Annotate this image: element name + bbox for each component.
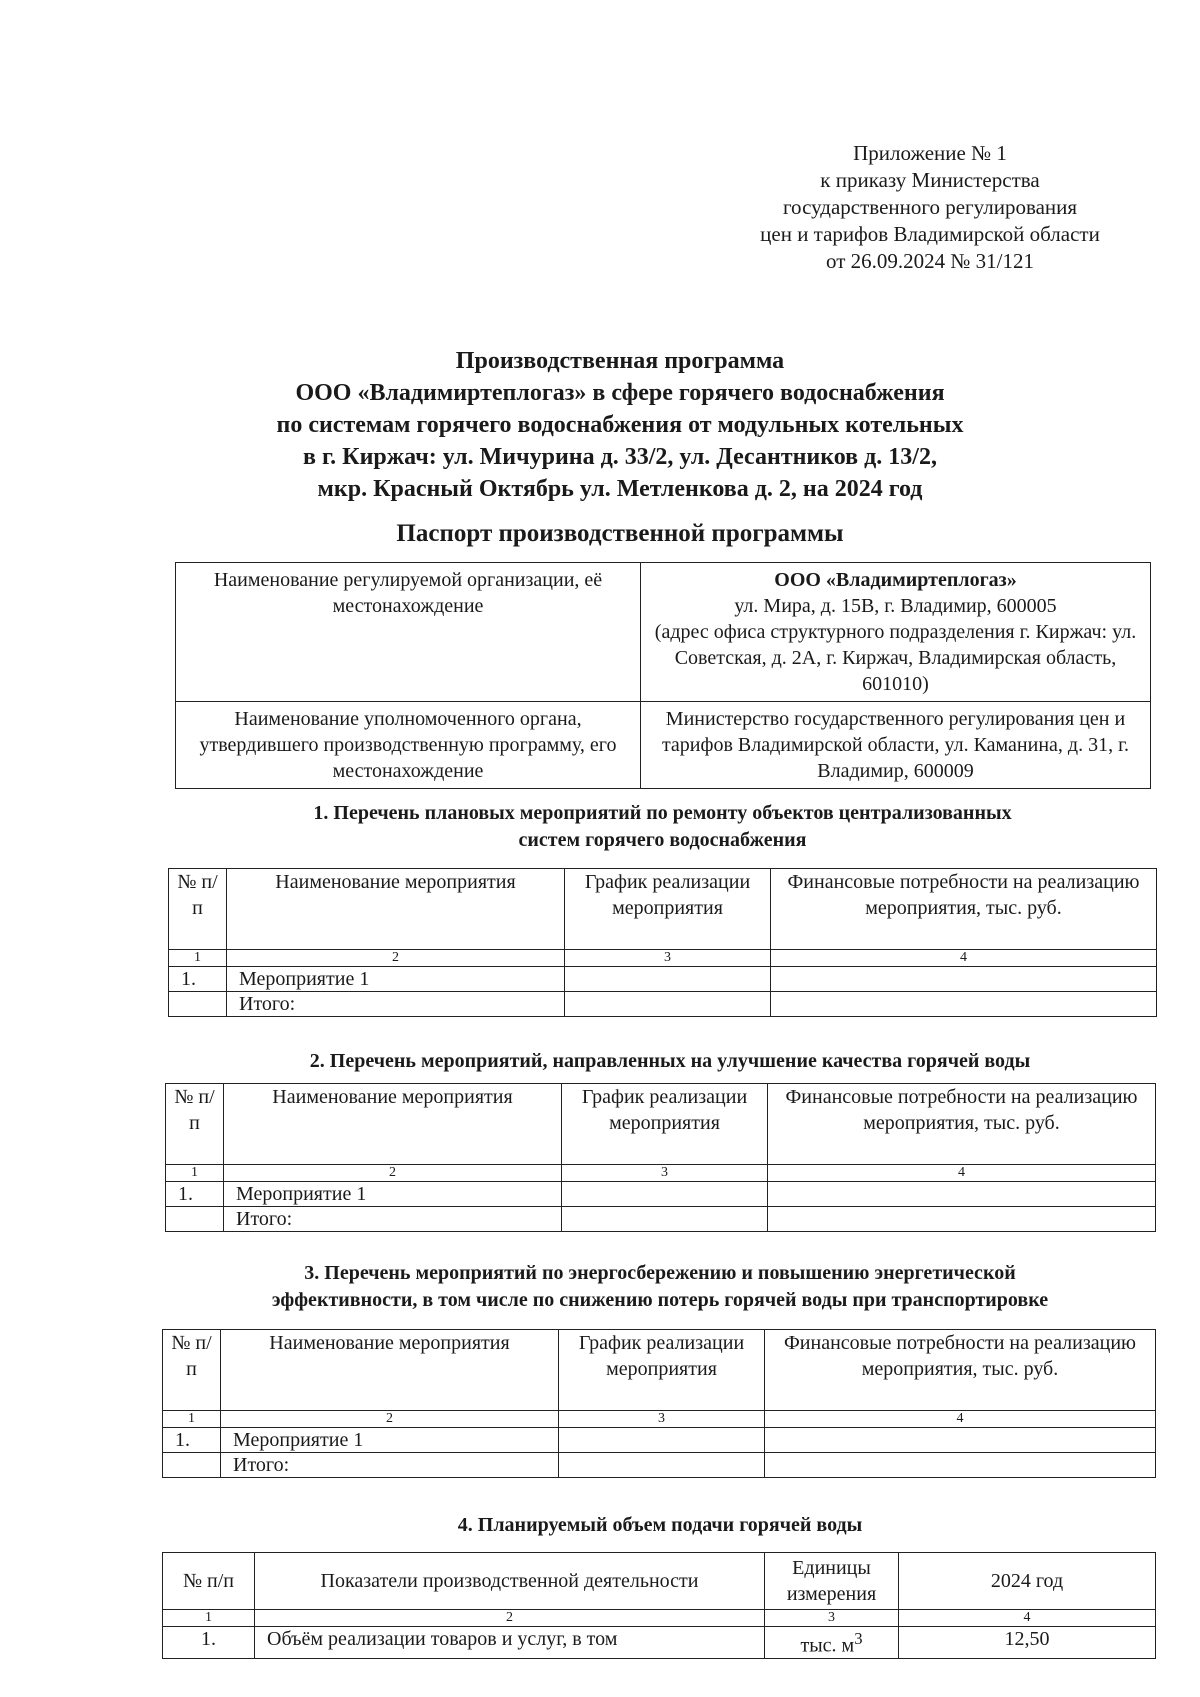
column-number: 2 — [227, 950, 565, 967]
section-1-table — [168, 868, 1157, 1017]
column-number: 1 — [169, 950, 227, 967]
column-number: 1 — [163, 1610, 255, 1627]
unit-text: тыс. м — [800, 1634, 855, 1657]
finance-cell — [765, 1428, 1156, 1453]
finance-cell — [771, 967, 1157, 992]
section-3-table — [162, 1329, 1156, 1478]
table-header-row — [163, 1553, 1156, 1610]
table-header-row — [163, 1330, 1156, 1411]
empty-cell — [163, 1453, 221, 1478]
indicator-name: Объём реализации товаров и услуг, в том — [255, 1627, 765, 1659]
event-name: Мероприятие 1 — [227, 967, 565, 992]
finance-cell — [768, 1207, 1156, 1232]
col-indicator-header: Показатели производственной деятельности — [255, 1553, 765, 1610]
title-line: в г. Киржач: ул. Мичурина д. 33/2, ул. Десантников д. 13/2, — [303, 444, 937, 470]
finance-cell — [765, 1453, 1156, 1478]
title-line: мкр. Красный Октябрь ул. Метленкова д. 2, на 2024 год — [317, 476, 923, 502]
event-name: Мероприятие 1 — [224, 1182, 562, 1207]
column-number: 3 — [765, 1610, 899, 1627]
org-address: ул. Мира, д. 15В, г. Владимир, 600005 — [734, 595, 1057, 617]
column-number: 4 — [771, 950, 1157, 967]
section-2-table — [165, 1083, 1156, 1232]
passport-title: Паспорт производственной программы — [396, 520, 844, 547]
passport-value: Министерство государственного регулирования цен и тарифов Владимирской области, ул. Каманина, д. 31, г. Владимир, 600009 — [641, 702, 1151, 789]
total-row — [166, 1207, 1156, 1232]
section-title-line: эффективности, в том числе по снижению потерь горячей воды при транспортировке — [271, 1289, 1049, 1311]
column-number: 3 — [565, 950, 771, 967]
table-row — [163, 1627, 1156, 1659]
title-line: по системам горячего водоснабжения от модульных котельных — [276, 412, 964, 438]
schedule-cell — [565, 967, 771, 992]
section-title-line: систем горячего водоснабжения — [518, 829, 807, 851]
section-title-line: 1. Перечень плановых мероприятий по ремонту объектов централизованных — [313, 802, 1012, 824]
total-label: Итого: — [224, 1207, 562, 1232]
col-name-header: Наименование мероприятия — [221, 1330, 559, 1411]
schedule-cell — [562, 1207, 768, 1232]
passport-value — [641, 563, 1151, 702]
col-finance-header: Финансовые потребности на реализацию мероприятия, тыс. руб. — [765, 1330, 1156, 1411]
col-schedule-header: График реализации мероприятия — [559, 1330, 765, 1411]
total-label: Итого: — [227, 992, 565, 1017]
event-name: Мероприятие 1 — [221, 1428, 559, 1453]
table-row — [169, 967, 1157, 992]
passport-label: Наименование регулируемой организации, её местонахождение — [176, 563, 641, 702]
col-num-header: № п/п — [163, 1553, 255, 1610]
org-name: ООО «Владимиртеплогаз» — [774, 569, 1017, 591]
unit-superscript: 3 — [854, 1629, 863, 1648]
col-schedule-header: График реализации мероприятия — [562, 1084, 768, 1165]
table-row — [166, 1182, 1156, 1207]
schedule-cell — [559, 1428, 765, 1453]
column-numbers-row — [163, 1411, 1156, 1428]
appendix-line: Приложение № 1 — [853, 141, 1007, 165]
col-year-header: 2024 год — [899, 1553, 1156, 1610]
schedule-cell — [565, 992, 771, 1017]
section-title-line: 3. Перечень мероприятий по энергосбережению и повышению энергетической — [304, 1262, 1016, 1284]
schedule-cell — [562, 1182, 768, 1207]
col-finance-header: Финансовые потребности на реализацию мероприятия, тыс. руб. — [771, 869, 1157, 950]
passport-label: Наименование уполномоченного органа, утвердившего производственную программу, его местонахождение — [176, 702, 641, 789]
finance-cell — [771, 992, 1157, 1017]
total-row — [163, 1453, 1156, 1478]
document-title — [150, 345, 1090, 505]
section-4-table — [162, 1552, 1156, 1659]
total-row — [169, 992, 1157, 1017]
appendix-line: к приказу Министерства — [820, 168, 1040, 192]
table-header-row — [169, 869, 1157, 950]
column-number: 1 — [166, 1165, 224, 1182]
column-number: 4 — [768, 1165, 1156, 1182]
title-line: ООО «Владимиртеплогаз» в сфере горячего водоснабжения — [295, 380, 945, 406]
volume-value: 12,50 — [899, 1627, 1156, 1659]
column-number: 2 — [224, 1165, 562, 1182]
col-name-header: Наименование мероприятия — [227, 869, 565, 950]
table-header-row — [166, 1084, 1156, 1165]
table-row — [176, 702, 1151, 789]
table-row — [163, 1428, 1156, 1453]
section-2-title — [175, 1048, 1165, 1075]
row-number: 1. — [163, 1627, 255, 1659]
column-number: 4 — [899, 1610, 1156, 1627]
column-number: 3 — [562, 1165, 768, 1182]
col-unit-header: Единицы измерения — [765, 1553, 899, 1610]
section-title-line: 2. Перечень мероприятий, направленных на улучшение качества горячей воды — [309, 1050, 1031, 1072]
finance-cell — [768, 1182, 1156, 1207]
column-number: 2 — [255, 1610, 765, 1627]
column-number: 1 — [163, 1411, 221, 1428]
section-4-title: 4. Планируемый объем подачи горячей воды — [457, 1514, 863, 1536]
org-office-address: (адрес офиса структурного подразделения г. Киржач: ул. Советская, д. 2А, г. Киржач, Владимирская область, 601010) — [654, 621, 1137, 695]
schedule-cell — [559, 1453, 765, 1478]
col-name-header: Наименование мероприятия — [224, 1084, 562, 1165]
title-line: Производственная программа — [455, 348, 785, 374]
section-3-title — [165, 1260, 1155, 1314]
col-schedule-header: График реализации мероприятия — [565, 869, 771, 950]
section-1-title — [175, 800, 1150, 854]
appendix-block — [755, 140, 1105, 275]
row-number: 1. — [163, 1428, 221, 1453]
column-numbers-row — [166, 1165, 1156, 1182]
total-label: Итого: — [221, 1453, 559, 1478]
col-num-header: № п/п — [166, 1084, 224, 1165]
unit-cell — [765, 1627, 899, 1659]
column-number: 2 — [221, 1411, 559, 1428]
appendix-line: государственного регулирования — [782, 195, 1078, 219]
empty-cell — [166, 1207, 224, 1232]
row-number: 1. — [169, 967, 227, 992]
col-num-header: № п/п — [169, 869, 227, 950]
table-row — [176, 563, 1151, 702]
empty-cell — [169, 992, 227, 1017]
passport-table — [175, 562, 1151, 789]
column-numbers-row — [169, 950, 1157, 967]
column-numbers-row — [163, 1610, 1156, 1627]
col-num-header: № п/п — [163, 1330, 221, 1411]
column-number: 3 — [559, 1411, 765, 1428]
col-finance-header: Финансовые потребности на реализацию мероприятия, тыс. руб. — [768, 1084, 1156, 1165]
row-number: 1. — [166, 1182, 224, 1207]
column-number: 4 — [765, 1411, 1156, 1428]
appendix-line: цен и тарифов Владимирской области — [760, 222, 1100, 246]
appendix-line: от 26.09.2024 № 31/121 — [825, 249, 1035, 273]
